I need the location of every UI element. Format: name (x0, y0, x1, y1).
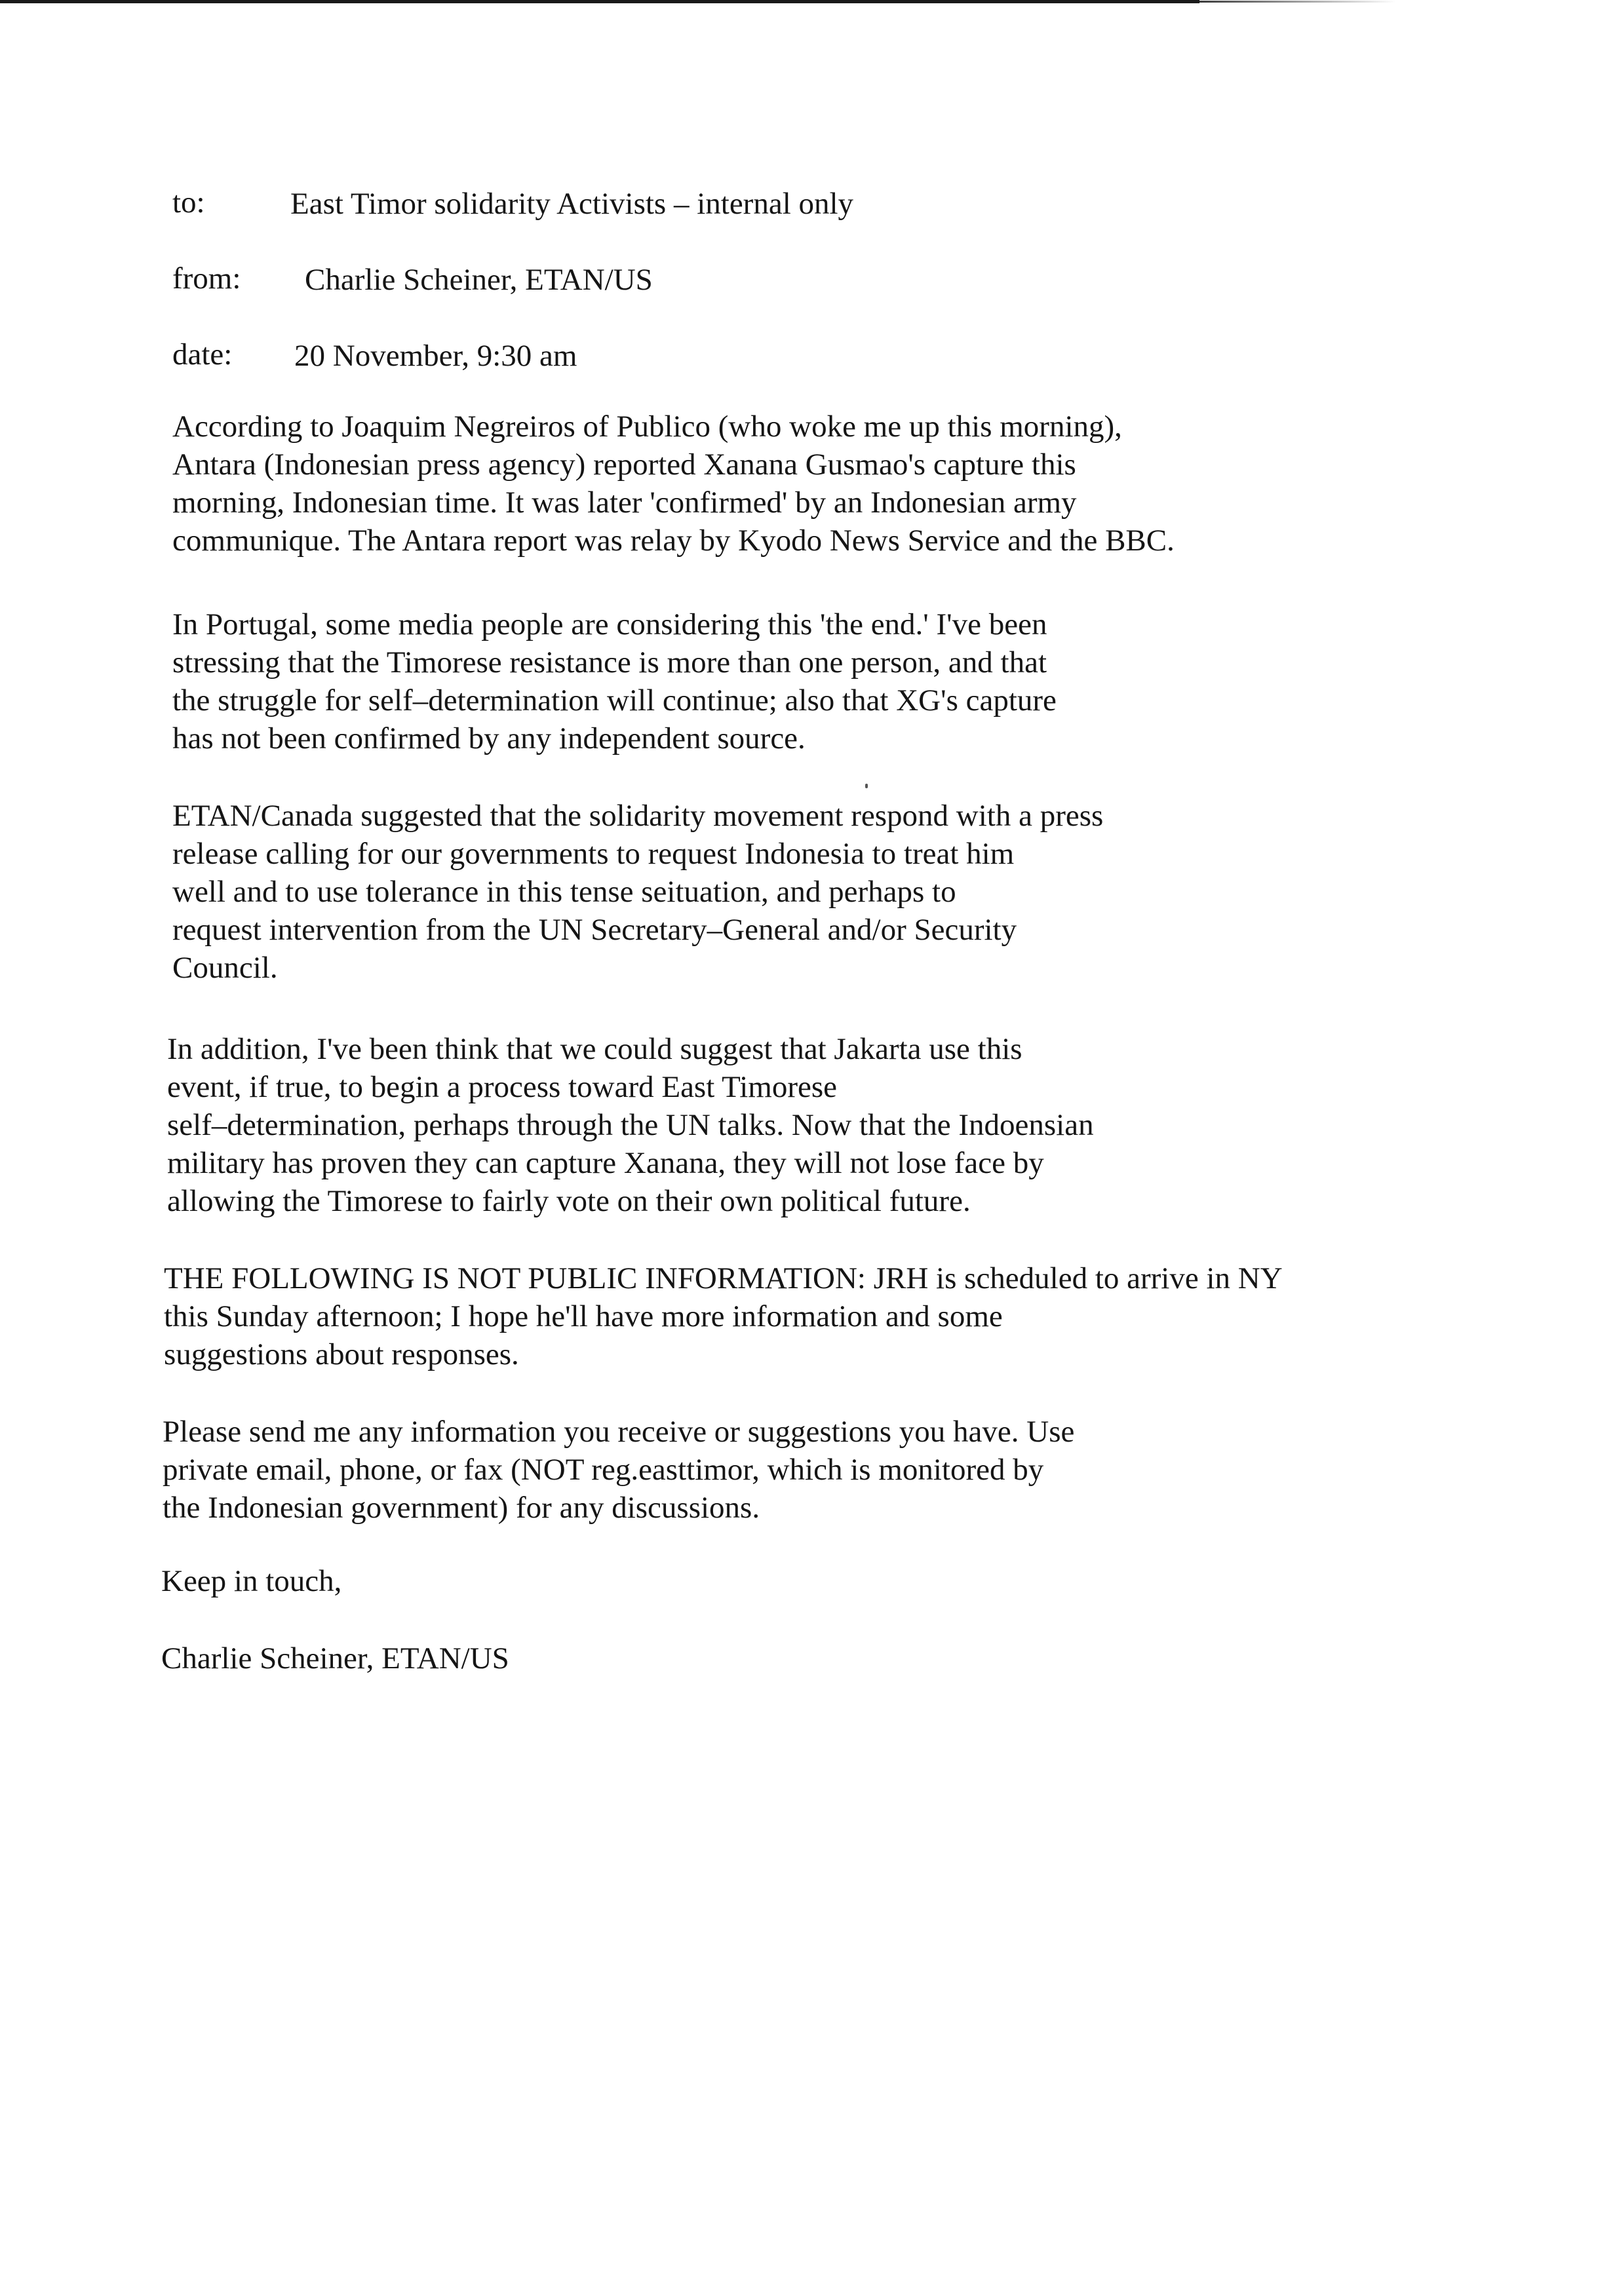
paragraph-line: stressing that the Timorese resistance is more than one person, and that (172, 645, 1047, 679)
paragraph-line: Charlie Scheiner, ETAN/US (161, 1641, 509, 1675)
paragraph-line: allowing the Timorese to fairly vote on their own political future. (167, 1184, 971, 1218)
paragraph-line: Council. (172, 951, 278, 985)
paragraph-line: communique. The Antara report was relay by Kyodo News Service and the BBC. (172, 524, 1175, 558)
closing-line (161, 1562, 341, 1600)
paragraph-line: In Portugal, some media people are considering this 'the end.' I've been (172, 607, 1047, 641)
from-label: from: (172, 261, 241, 296)
paragraph-line: well and to use tolerance in this tense seituation, and perhaps to (172, 875, 956, 909)
paragraph-line: the Indonesian government) for any discussions. (163, 1491, 760, 1525)
paragraph-line: this Sunday afternoon; I hope he'll have more information and some (164, 1299, 1003, 1333)
paragraph-line: morning, Indonesian time. It was later 'confirmed' by an Indonesian army (172, 486, 1077, 520)
paragraph-line: Keep in touch, (161, 1564, 342, 1598)
paragraph-line: self–determination, perhaps through the UN talks. Now that the Indoensian (167, 1108, 1094, 1142)
paragraph-line: event, if true, to begin a process toward East Timorese (167, 1070, 838, 1104)
paragraph-jakarta-suggestion (167, 1030, 1094, 1220)
date-label: date: (172, 337, 233, 372)
paragraph-line: Please send me any information you receive or suggestions you have. Use (163, 1415, 1075, 1449)
paragraph-portugal-media (172, 605, 1057, 757)
paragraph-line: ETAN/Canada suggested that the solidarity movement respond with a press (172, 799, 1104, 833)
paragraph-capture-report (172, 408, 1175, 560)
paragraph-line: Antara (Indonesian press agency) reported Xanana Gusmao's capture this (172, 448, 1076, 482)
paragraph-etan-canada (172, 797, 1103, 987)
ink-speck (865, 784, 868, 788)
signature-line (161, 1639, 509, 1677)
paragraph-contact-request (163, 1413, 1074, 1527)
paragraph-line: THE FOLLOWING IS NOT PUBLIC INFORMATION: JRH is scheduled to arrive in NY (164, 1261, 1283, 1295)
paragraph-line: According to Joaquim Negreiros of Publico (who woke me up this morning), (172, 410, 1122, 444)
paragraph-line: has not been confirmed by any independent source. (172, 721, 806, 756)
paragraph-line: release calling for our governments to request Indonesia to treat him (172, 837, 1015, 871)
paragraph-line: military has proven they can capture Xanana, they will not lose face by (167, 1146, 1044, 1180)
to-label: to: (172, 185, 205, 220)
date-value: 20 November, 9:30 am (294, 339, 577, 373)
paragraph-line: request intervention from the UN Secretary–General and/or Security (172, 913, 1017, 947)
paragraph-line: In addition, I've been think that we could suggest that Jakarta use this (167, 1032, 1022, 1066)
from-value: Charlie Scheiner, ETAN/US (305, 263, 653, 297)
paragraph-not-public (164, 1259, 1283, 1373)
to-value: East Timor solidarity Activists – internal only (290, 187, 854, 221)
paragraph-line: the struggle for self–determination will continue; also that XG's capture (172, 683, 1057, 718)
paragraph-line: suggestions about responses. (164, 1337, 519, 1371)
paragraph-line: private email, phone, or fax (NOT reg.easttimor, which is monitored by (163, 1453, 1044, 1487)
